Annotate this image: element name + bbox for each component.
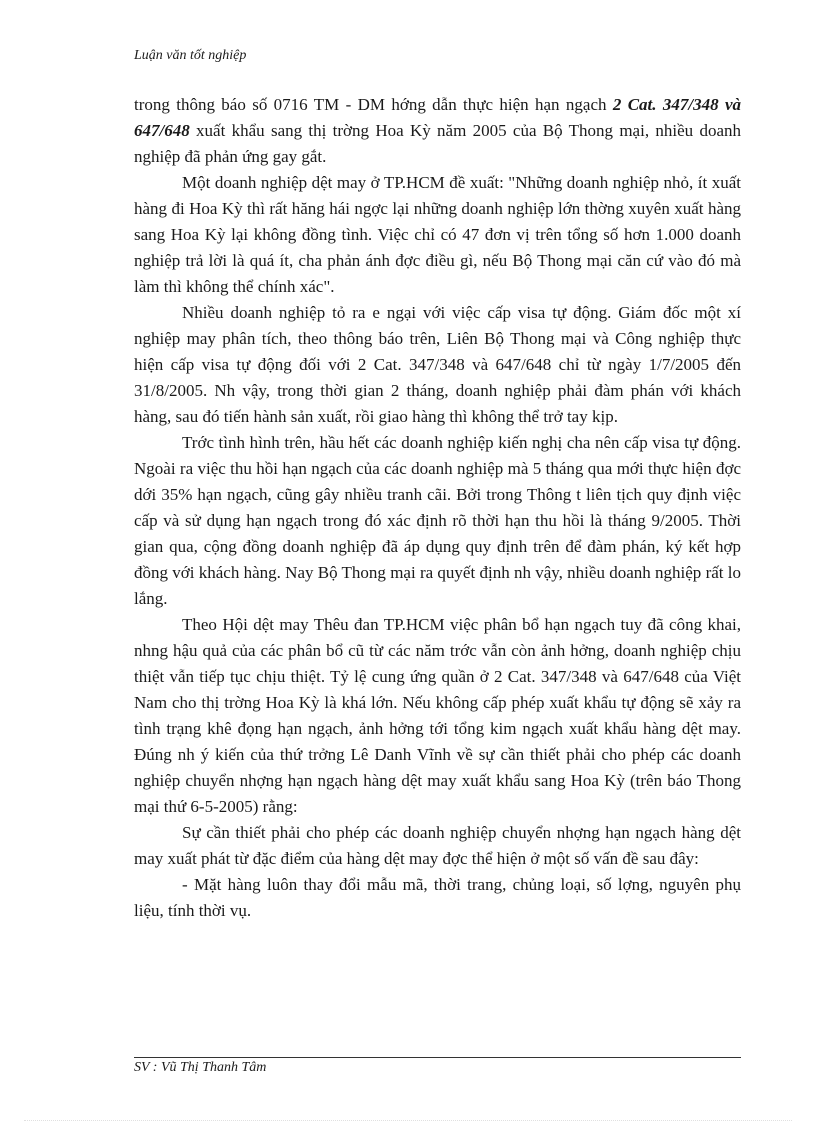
- paragraph-1-emphasis: 2 Cat. 347/348 và 647/648: [134, 95, 741, 140]
- paragraph-3: Nhiều doanh nghiệp tỏ ra e ngại với việc cấp visa tự động. Giám đốc một xí nghiệp may phân tích, theo thông báo trên, Liên Bộ Thong mại và Công nghiệp thực hiện cấp visa tự động đối với 2 Cat. 347/348 và 647/648 chỉ từ ngày 1/7/2005 đến 31/8/2005. Nh vậy, trong thời gian 2 tháng, doanh nghiệp phải đàm phán với khách hàng, sau đó tiến hành sản xuất, rồi giao hàng thì không thể trở tay kịp.: [134, 303, 741, 426]
- paragraph-5: Theo Hội dệt may Thêu đan TP.HCM việc phân bổ hạn ngạch tuy đã công khai, nhng hậu quả của các phân bổ cũ từ các năm trớc vẫn còn ảnh hởng, doanh nghiệp chịu thiệt vẫn tiếp tục chịu thiệt. Tỷ lệ cung ứng quần ở 2 Cat. 347/348 và 647/648 của Việt Nam cho thị trờng Hoa Kỳ là khá lớn. Nếu không cấp phép xuất khẩu tự động sẽ xảy ra tình trạng khê đọng hạn ngạch, ảnh hởng tới tổng kim ngạch xuất khẩu hàng dệt may. Đúng nh ý kiến của thứ trởng Lê Danh Vĩnh về sự cần thiết phải cho phép các doanh nghiệp chuyển nhợng hạn ngạch hàng dệt may xuất khẩu sang Hoa Kỳ (trên báo Thong mại thứ 6-5-2005) rằng:: [134, 615, 741, 816]
- paragraph-1-start: trong thông báo số 0716 TM - DM hớng dẫn thực hiện hạn ngạch: [134, 95, 613, 114]
- paragraph-4: Trớc tình hình trên, hầu hết các doanh nghiệp kiến nghị cha nên cấp visa tự động. Ngoài ra việc thu hồi hạn ngạch của các doanh nghiệp mà 5 tháng qua mới thực hiện đợc dới 35% hạn ngạch, cũng gây nhiều tranh cãi. Bởi trong Thông t liên tịch quy định việc cấp và sử dụng hạn ngạch trong đó xác định rõ thời hạn thu hồi là tháng 9/2005. Thời gian qua, cộng đồng doanh nghiệp đã áp dụng quy định trên để đàm phán, ký kết hợp đồng với khách hàng. Nay Bộ Thong mại ra quyết định nh vậy, nhiều doanh nghiệp rất lo lắng.: [134, 433, 741, 608]
- paragraph-7: - Mặt hàng luôn thay đổi mẫu mã, thời trang, chủng loại, số lợng, nguyên phụ liệu, tính thời vụ.: [134, 875, 741, 920]
- document-body: [134, 92, 741, 924]
- page-edge-divider: [24, 1120, 792, 1121]
- paragraph-1-end: xuất khẩu sang thị trờng Hoa Kỳ năm 2005 của Bộ Thong mại, nhiều doanh nghiệp đã phản ứng gay gắt.: [134, 121, 741, 166]
- running-footer: SV : Vũ Thị Thanh Tâm: [134, 1060, 267, 1075]
- paragraph-6: Sự cần thiết phải cho phép các doanh nghiệp chuyển nhợng hạn ngạch hàng dệt may xuất phát từ đặc điểm của hàng dệt may đợc thể hiện ở một số vấn đề sau đây:: [134, 823, 741, 868]
- paragraph-2: Một doanh nghiệp dệt may ở TP.HCM đề xuất: "Những doanh nghiệp nhỏ, ít xuất hàng đi Hoa Kỳ thì rất hăng hái ngợc lại những doanh nghiệp lớn thờng xuyên xuất hàng sang Hoa Kỳ lại không đồng tình. Việc chỉ có 47 đơn vị trên tổng số hơn 1.000 doanh nghiệp trả lời là quá ít, cha phản ánh đợc điều gì, nếu Bộ Thong mại căn cứ vào đó mà làm thì không thể chính xác".: [134, 173, 741, 296]
- footer-divider: [134, 1057, 741, 1058]
- paragraph-1: [134, 92, 741, 170]
- running-header: Luận văn tốt nghiệp: [134, 48, 247, 63]
